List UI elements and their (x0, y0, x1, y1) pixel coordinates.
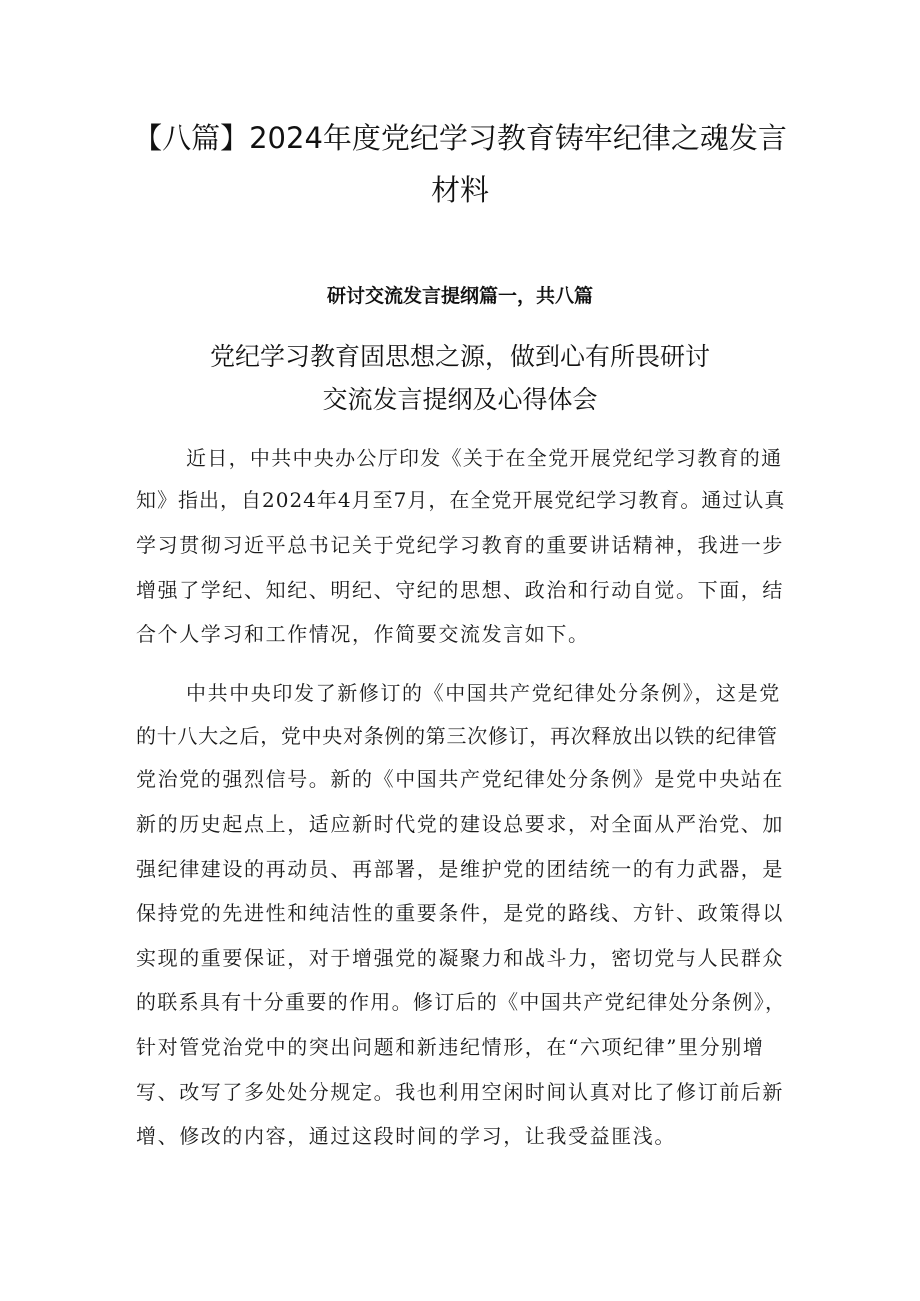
paragraph-2-line: 写、改写了多处处分规定。我也利用空闲时间认真对比了修订前后新 (136, 1080, 784, 1104)
paragraph-1-line: 增强了学纪、知纪、明纪、守纪的思想、政治和行动自觉。下面，结 (136, 578, 784, 602)
document-title-line-2: 材料 (430, 173, 489, 207)
paragraph-2-line: 党治党的强烈信号。新的《中国共产党纪律处分条例》是党中央站在 (136, 767, 784, 791)
document-title-line-1: 【八篇】2024年度党纪学习教育铸牢纪律之魂发言 (133, 121, 787, 155)
paragraph-1-line: 合个人学习和工作情况，作简要交流发言如下。 (136, 622, 590, 646)
paragraph-1-line: 学习贯彻习近平总书记关于党纪学习教育的重要讲话精神，我进一步 (136, 533, 784, 557)
paragraph-2-line: 实现的重要保证，对于增强党的凝聚力和战斗力，密切党与人民群众 (136, 946, 784, 970)
paragraph-2-line: 强纪律建设的再动员、再部署，是维护党的团结统一的有力武器，是 (136, 857, 784, 881)
paragraph-2-line: 中共中央印发了新修订的《中国共产党纪律处分条例》，这是党 (186, 681, 781, 705)
paragraph-1-line: 近日，中共中央办公厅印发《关于在全党开展党纪学习教育的通 (186, 446, 783, 470)
document-subtitle: 研讨交流发言提纲篇一，共八篇 (326, 285, 593, 307)
section-title-line-1: 党纪学习教育固思想之源，做到心有所畏研讨 (209, 342, 710, 371)
paragraph-2-line: 新的历史起点上，适应新时代党的建设总要求，对全面从严治党、加 (136, 812, 784, 836)
paragraph-2-line: 增、修改的内容，通过这段时间的学习，让我受益匪浅。 (136, 1124, 676, 1148)
section-title-line-2: 交流发言提纲及心得体会 (322, 385, 598, 414)
paragraph-2-line: 针对管党治党中的突出问题和新违纪情形，在“六项纪律”里分别增 (136, 1035, 765, 1059)
paragraph-2-line: 保持党的先进性和纯洁性的重要条件，是党的路线、方针、政策得以 (136, 901, 784, 925)
paragraph-2-line: 的十八大之后，党中央对条例的第三次修订，再次释放出以铁的纪律管 (136, 724, 778, 748)
paragraph-1-line: 知》指出，自2024年4月至7月，在全党开展党纪学习教育。通过认真 (136, 488, 786, 512)
paragraph-2-line: 的联系具有十分重要的作用。修订后的《中国共产党纪律处分条例》， (136, 990, 787, 1014)
